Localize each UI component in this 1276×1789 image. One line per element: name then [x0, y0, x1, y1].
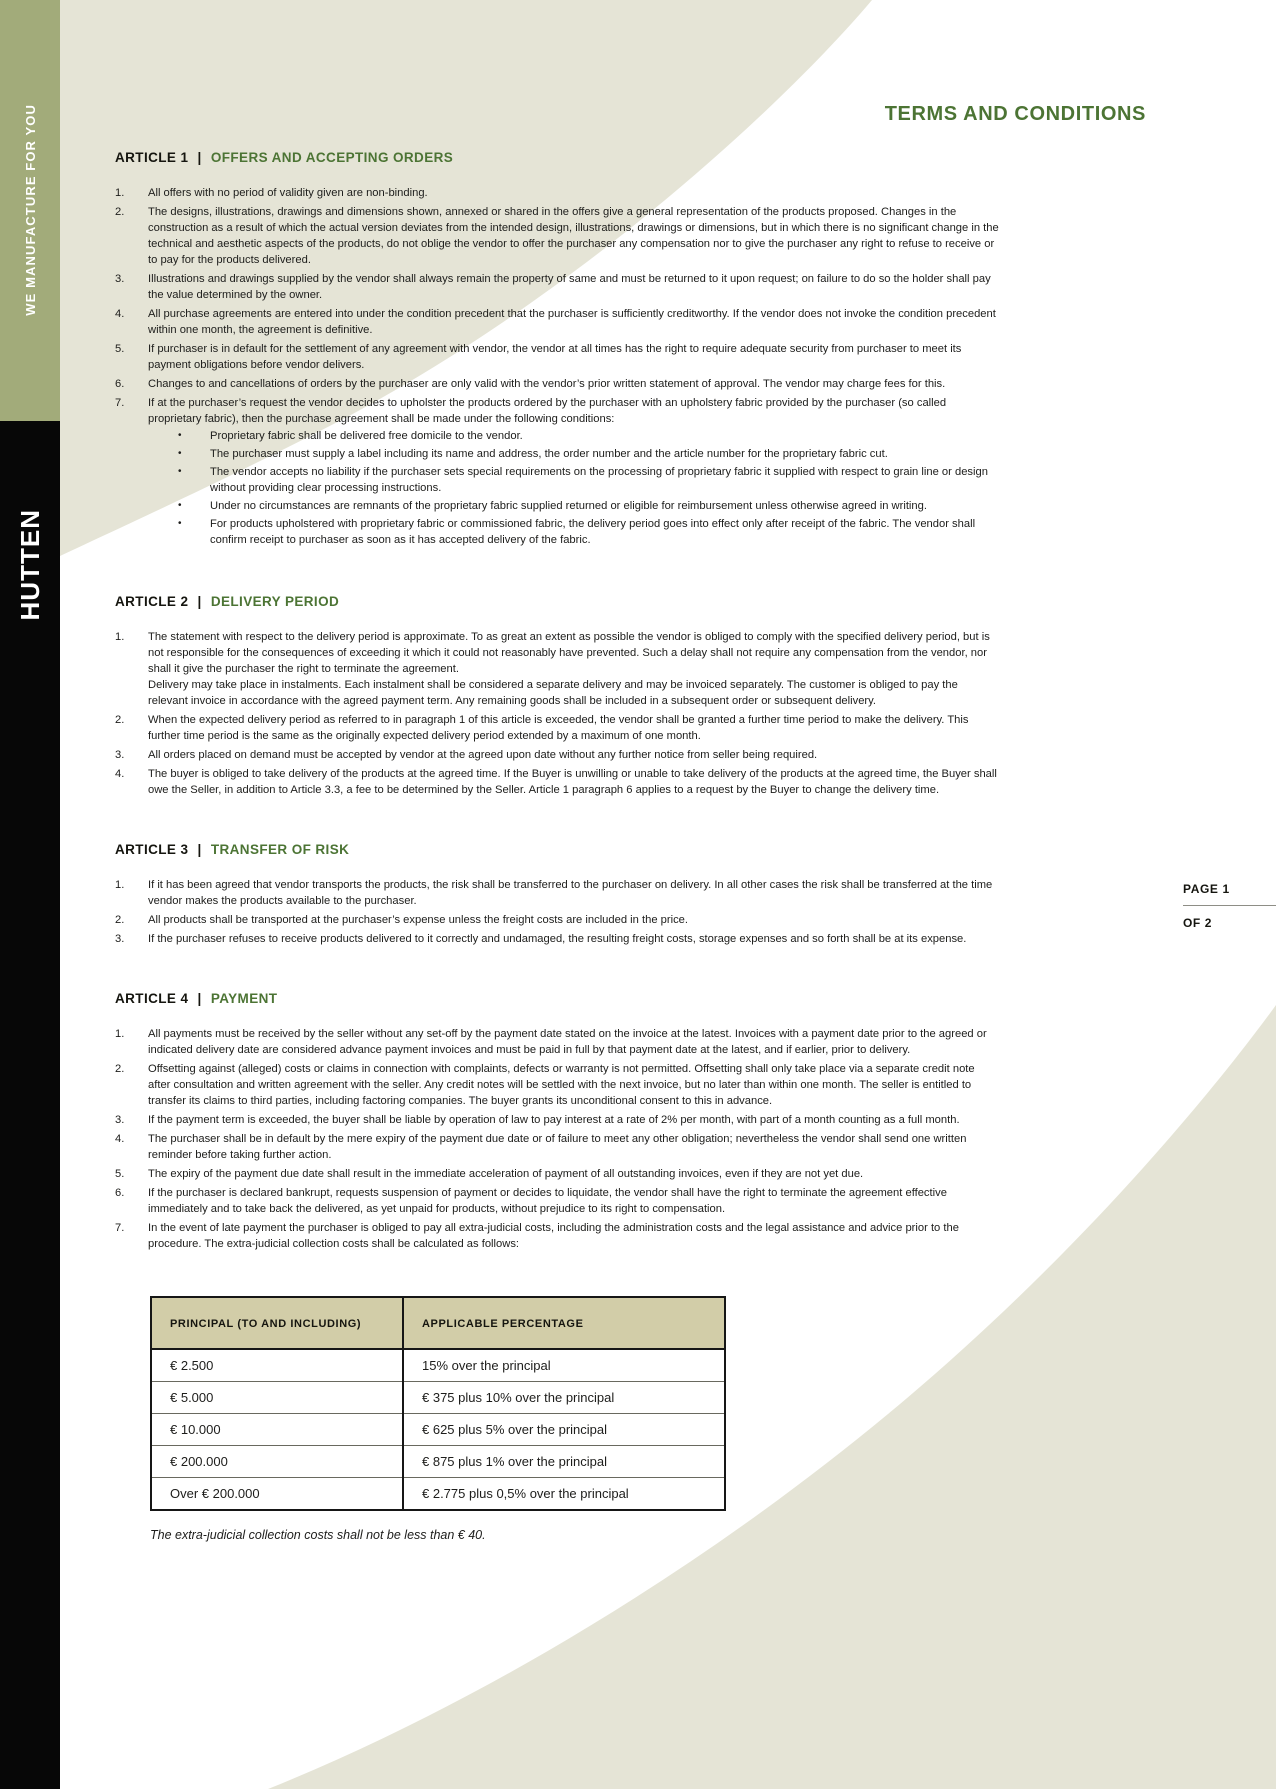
item-number: 5. [115, 343, 125, 355]
item-text: In the event of late payment the purchaser is obliged to pay all extra-judicial costs, including the administration costs and the legal assistance and advice prior to the procedure. The extra-judicial collection costs shall be calculated as follows: [148, 1222, 959, 1250]
article-section [115, 842, 1000, 947]
bullet-item [148, 446, 1000, 462]
article-heading [115, 842, 1000, 857]
table-cell-principal: € 200.000 [151, 1446, 403, 1478]
table-header-principal: PRINCIPAL (TO AND INCLUDING) [151, 1297, 403, 1349]
article-separator: | [193, 150, 206, 165]
article-title: OFFERS AND ACCEPTING ORDERS [210, 150, 454, 165]
list-item [115, 766, 1000, 798]
article-separator: | [193, 842, 206, 857]
item-text: If purchaser is in default for the settlement of any agreement with vendor, the vendor at all times has the right to require adequate security from purchaser to meet its payment obligations before vendor delivers. [148, 343, 962, 371]
article-heading [115, 991, 1000, 1006]
bullet-icon: • [178, 430, 182, 441]
item-text: Changes to and cancellations of orders by the purchaser are only valid with the vendor’s prior written statement of approval. The vendor may charge fees for this. [148, 378, 946, 390]
item-number: 1. [115, 1028, 125, 1040]
item-text: Illustrations and drawings supplied by the vendor shall always remain the property of same and must be returned to it upon request; on failure to do so the holder shall pay the value determined by the owner. [148, 273, 991, 301]
table-cell-principal: € 2.500 [170, 1358, 214, 1373]
article-label: ARTICLE 2 [115, 594, 189, 609]
table-row [151, 1382, 725, 1414]
bullet-icon: • [178, 466, 182, 477]
item-number: 3. [115, 1114, 125, 1126]
item-text: The designs, illustrations, drawings and dimensions shown, annexed or shared in the offers give a general representation of the products proposed. Changes in the construction as a result of which the actual version deviates from the intended design, illustrations, drawings or dimensions, but in which there is no significant change in the technical and aesthetic aspects of the products, do not oblige the vendor to offer the purchaser any compensation nor to give the purchaser any right to refuse to receive or to pay for the products delivered. [148, 206, 999, 266]
item-number: 1. [115, 879, 125, 891]
item-number: 5. [115, 1168, 125, 1180]
item-text: If it has been agreed that vendor transports the products, the risk shall be transferred to the purchaser on delivery. In all other cases the risk shall be transferred at the time vendor makes the products available to the purchaser. [148, 879, 993, 907]
table-note: The extra-judicial collection costs shall not be less than € 40. [150, 1528, 486, 1542]
article-title: TRANSFER OF RISK [210, 842, 350, 857]
table-cell-percentage: € 875 plus 1% over the principal [403, 1446, 725, 1478]
bullet-text: The purchaser must supply a label including its name and address, the order number and the article number for the proprietary fabric cut. [210, 448, 888, 460]
item-text: All purchase agreements are entered into under the condition precedent that the purchaser is sufficiently creditworthy. If the vendor does not invoke the condition precedent within one month, the agreement is definitive. [148, 308, 996, 336]
table-cell-percentage: € 375 plus 10% over the principal [403, 1382, 725, 1414]
bullet-item [148, 516, 1000, 548]
articles [115, 150, 1000, 1252]
item-number: 4. [115, 1133, 125, 1145]
list-item [115, 629, 1000, 709]
article-label: ARTICLE 1 [115, 150, 189, 165]
page-indicator [1183, 882, 1276, 930]
item-text: If at the purchaser’s request the vendor decides to upholster the products ordered by the purchaser with an upholstery fabric provided by the purchaser (so called proprietary fabric), then the purchase agreement shall be made under the following conditions: • Proprietary fabric shall be delivered free domicile to the vendor. • The purchaser must supply a label including its name and address, the order number and the article number for the proprietary fabric cut. • The vendor accepts no liability if the purchaser sets special requirements on the processing of proprietary fabric it supplied with respect to grain line or design without providing clear processing instructions. • Under no circumstances are remnants of the proprietary fabric supplied returned or eligible for reimbursement unless otherwise agreed in writing. • For products upholstered with proprietary fabric or commissioned fabric, the delivery period goes into effect only after receipt of the fabric. The vendor shall confirm receipt to purchaser as soon as it has accepted delivery of the fabric. [148, 395, 1000, 550]
table-cell-principal: € 5.000 [151, 1382, 403, 1414]
item-text: The statement with respect to the delivery period is approximate. To as great an extent as possible the vendor is obliged to comply with the specified delivery period, but is not responsible for the consequences of exceeding it which it could not reasonably have prevented. Such a delay shall not require any compensation from the vendor, nor shall it give the purchaser the right to terminate the agreement. Delivery may take place in instalments. Each instalment shall be considered a separate delivery and may be invoiced separately. The customer is obliged to pay the relevant invoice in accordance with the agreed payment term. Any remaining goods shall be included in a subsequent order or subsequent delivery. [148, 629, 1000, 709]
list-item [115, 376, 1000, 392]
item-number: 1. [115, 187, 125, 199]
list-item [115, 1185, 1000, 1217]
article-heading [115, 150, 1000, 165]
item-text: Offsetting against (alleged) costs or claims in connection with complaints, defects or warranty is not permitted. Offsetting shall only take place via a separate credit note after consultation and written agreement with the seller. Any credit notes will be settled with the next invoice, but no later than within one month. The seller is entitled to transfer its claims to third parties, including factoring companies. The buyer grants its unconditional consent to this in advance. [148, 1063, 975, 1107]
article-list [115, 1026, 1000, 1252]
bullet-icon: • [178, 448, 182, 459]
item-text: All orders placed on demand must be accepted by vendor at the agreed upon date without any further notice from seller being required. [148, 749, 818, 761]
list-item [115, 1166, 1000, 1182]
list-item [115, 341, 1000, 373]
table-cell-principal: Over € 200.000 [151, 1478, 403, 1511]
item-text: The expiry of the payment due date shall result in the immediate acceleration of payment of all outstanding invoices, even if they are not yet due. [148, 1168, 864, 1180]
document-body [115, 150, 1000, 1542]
article-section [115, 594, 1000, 798]
list-item [115, 306, 1000, 338]
table-cell-principal: € 10.000 [151, 1414, 403, 1446]
item-number: 3. [115, 933, 125, 945]
list-item [115, 1061, 1000, 1109]
item-number: 3. [115, 749, 125, 761]
table-cell-percentage: 15% over the principal [403, 1349, 725, 1382]
brand-logo-wrap [0, 495, 60, 635]
article-section [115, 991, 1000, 1252]
list-item [115, 931, 1000, 947]
item-number: 2. [115, 206, 125, 218]
list-item [115, 877, 1000, 909]
item-text: When the expected delivery period as referred to in paragraph 1 of this article is exceeded, the vendor shall be granted a further time period to make the delivery. This further time period is the same as the originally expected delivery period extended by a maximum of one month. [148, 714, 969, 742]
item-number: 4. [115, 308, 125, 320]
article-heading [115, 594, 1000, 609]
list-item [115, 1026, 1000, 1058]
bullet-text: Under no circumstances are remnants of the proprietary fabric supplied returned or eligible for reimbursement unless otherwise agreed in writing. [210, 500, 927, 512]
bullet-text: For products upholstered with proprietary fabric or commissioned fabric, the delivery period goes into effect only after receipt of the fabric. The vendor shall confirm receipt to purchaser as soon as it has accepted delivery of the fabric. [210, 518, 976, 546]
page-indicator-of: OF 2 [1183, 916, 1213, 930]
article-separator: | [193, 991, 206, 1006]
item-text: If the purchaser refuses to receive products delivered to it correctly and undamaged, the resulting freight costs, storage expenses and so forth shall be at its expense. [148, 933, 967, 945]
article-list [115, 877, 1000, 947]
bullet-list [148, 428, 1000, 548]
sidebar-tagline: WE MANUFACTURE FOR YOU [22, 104, 38, 316]
item-number: 2. [115, 714, 125, 726]
list-item [115, 1220, 1000, 1252]
list-item [115, 395, 1000, 550]
collection-costs-table [150, 1296, 726, 1511]
page-indicator-page: PAGE 1 [1183, 882, 1230, 896]
list-item [115, 1131, 1000, 1163]
item-number: 6. [115, 1187, 125, 1199]
list-item [115, 204, 1000, 268]
item-text: All offers with no period of validity given are non-binding. [148, 187, 428, 199]
page-title: TERMS AND CONDITIONS [884, 103, 1146, 125]
item-number: 2. [115, 914, 125, 926]
bullet-icon: • [178, 518, 182, 529]
list-item [115, 185, 1000, 201]
table-row [151, 1446, 725, 1478]
table-row [151, 1349, 725, 1382]
table-header-percentage: APPLICABLE PERCENTAGE [403, 1297, 725, 1349]
article-title: PAYMENT [210, 991, 278, 1006]
item-number: 1. [115, 631, 125, 643]
item-text: If the purchaser is declared bankrupt, requests suspension of payment or decides to liquidate, the vendor shall have the right to terminate the agreement effective immediately and to take back the delivered, as yet unpaid for products, without prejudice to its right to compensation. [148, 1187, 947, 1215]
article-label: ARTICLE 4 [115, 991, 189, 1006]
item-text: All payments must be received by the seller without any set-off by the payment date stated on the invoice at the latest. Invoices with a payment date prior to the agreed or indicated delivery date are considered advance payment invoices and must be paid in full by that payment date at the latest, and if earlier, prior to delivery. [148, 1028, 987, 1056]
bullet-icon: • [178, 500, 182, 511]
bullet-text: Proprietary fabric shall be delivered free domicile to the vendor. [210, 430, 523, 442]
article-list [115, 185, 1000, 550]
list-item [115, 912, 1000, 928]
item-number: 4. [115, 768, 125, 780]
article-list [115, 629, 1000, 798]
table-header-row [151, 1297, 725, 1349]
item-text: The purchaser shall be in default by the mere expiry of the payment due date or of failure to meet any other obligation; nevertheless the vendor shall send one written reminder before taking further action. [148, 1133, 967, 1161]
article-title: DELIVERY PERIOD [210, 594, 340, 609]
article-section [115, 150, 1000, 550]
item-number: 7. [115, 397, 125, 409]
list-item [115, 747, 1000, 763]
sidebar-tagline-wrap [0, 60, 60, 360]
bullet-item [148, 498, 1000, 514]
item-text: The buyer is obliged to take delivery of the products at the agreed time. If the Buyer is unwilling or unable to take delivery of the products at the agreed time, the Buyer shall owe the Seller, in addition to Article 3.3, a fee to be determined by the Seller. Article 1 paragraph 6 applies to a request by the Buyer to change the delivery time. [148, 768, 997, 796]
table-cell-percentage: € 625 plus 5% over the principal [403, 1414, 725, 1446]
brand-logo: HUTTEN [14, 509, 45, 621]
list-item [115, 271, 1000, 303]
item-text: If the payment term is exceeded, the buyer shall be liable by operation of law to pay interest at a rate of 2% per month, with part of a month counting as a full month. [148, 1114, 960, 1126]
table-cell-percentage: € 2.775 plus 0,5% over the principal [403, 1478, 725, 1511]
item-text-continued: Delivery may take place in instalments. Each instalment shall be considered a separate delivery and may be invoiced separately. The customer is obliged to pay the relevant invoice in accordance with the agreed payment term. Any remaining goods shall be included in a subsequent order or subsequent delivery. [148, 679, 958, 707]
bullet-item [148, 428, 1000, 444]
item-number: 7. [115, 1222, 125, 1234]
table-row [151, 1414, 725, 1446]
list-item [115, 712, 1000, 744]
item-number: 6. [115, 378, 125, 390]
table-row [151, 1478, 725, 1511]
bullet-item [148, 464, 1000, 496]
page-indicator-divider [1183, 905, 1276, 906]
article-separator: | [193, 594, 206, 609]
list-item [115, 1112, 1000, 1128]
item-number: 3. [115, 273, 125, 285]
bullet-text: The vendor accepts no liability if the purchaser sets special requirements on the processing of proprietary fabric it supplied with respect to grain line or design without providing clear processing instructions. [210, 466, 988, 494]
item-text: All products shall be transported at the purchaser’s expense unless the freight costs are included in the price. [148, 914, 689, 926]
item-number: 2. [115, 1063, 125, 1075]
article-label: ARTICLE 3 [115, 842, 189, 857]
